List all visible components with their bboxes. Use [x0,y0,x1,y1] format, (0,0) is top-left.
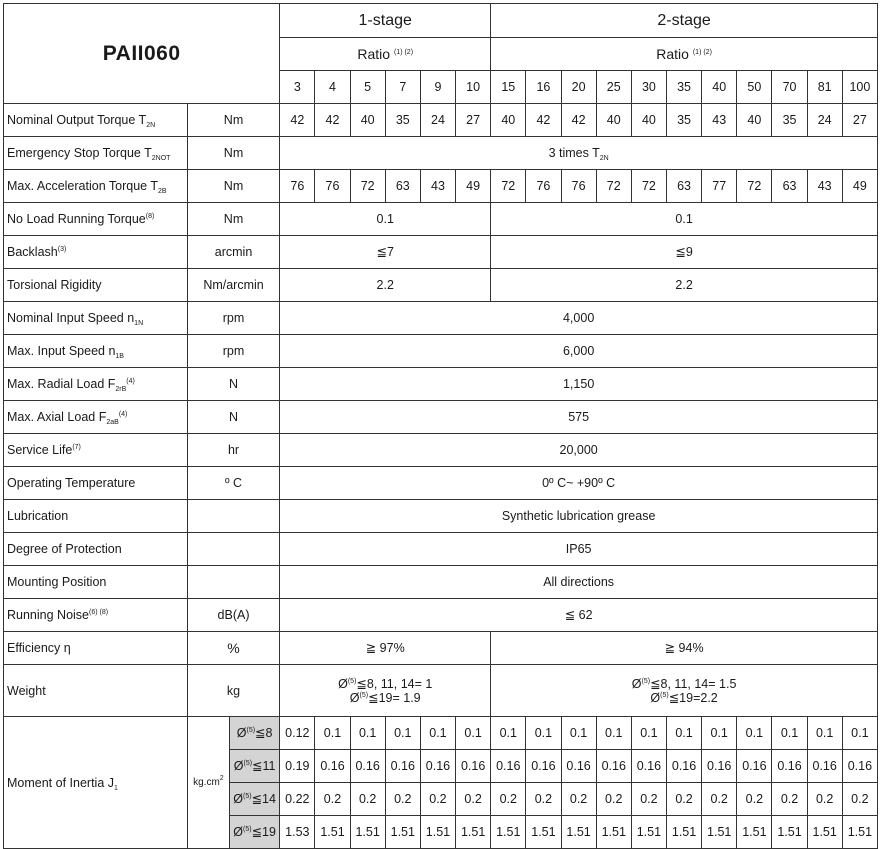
value-cell: All directions [280,566,878,599]
value-cell: 6,000 [280,335,878,368]
value-cell: 27 [842,104,877,137]
value-cell: 0.2 [666,783,701,816]
row-unit: kg [187,665,279,717]
row-max-radial-load [4,368,878,401]
ratio-value: 15 [491,71,526,104]
label-text: Max. Radial Load F [7,377,116,391]
value-cell: 0.16 [807,750,842,783]
row-unit: $kg.cm^2$ [187,717,229,849]
label-text: Running Noise [7,608,89,622]
value-cell: 0.2 [491,783,526,816]
value-cell: 0.16 [666,750,701,783]
value-cell: 0.2 [596,783,631,816]
value-cell: 1,150 [280,368,878,401]
row-service-life [4,434,878,467]
row-running-noise [4,599,878,632]
stage-2-value: 2.2 [491,269,878,302]
value-cell: 0.1 [596,717,631,750]
value-cell: 0.2 [385,783,420,816]
row-max-acceleration-torque [4,170,878,203]
value-cell: 575 [280,401,878,434]
label-footnote: (4) [126,378,135,385]
ratio-value: 50 [737,71,772,104]
row-unit [187,566,279,599]
value-cell: 0.16 [842,750,877,783]
row-weight [4,665,878,717]
ratio-value: 9 [420,71,455,104]
label-footnote: (7) [72,444,81,451]
ratio-value: 20 [561,71,596,104]
value-cell: 63 [385,170,420,203]
value-cell: 1.51 [456,816,491,849]
value-cell: 40 [350,104,385,137]
label-footnote: (6) (8) [89,609,109,616]
value-cell: 0.1 [842,717,877,750]
label-text: Nominal Output Torque T [7,113,147,127]
value-cell: 0.2 [350,783,385,816]
label-subscript: 1N [134,320,144,327]
value-cell: 43 [807,170,842,203]
label-subscript: 2B [158,188,167,195]
row-label [4,335,188,368]
row-label [4,137,188,170]
row-unit: rpm [187,335,279,368]
value-cell: 0.2 [807,783,842,816]
value-text: 3 times T [548,146,600,160]
value-cell: 40 [491,104,526,137]
value-cell: 0.2 [315,783,350,816]
value-cell: 40 [631,104,666,137]
value-cell: 0.2 [702,783,737,816]
row-unit: Nm [187,170,279,203]
value-cell: 76 [526,170,561,203]
row-unit: dB(A) [187,599,279,632]
value-cell: 20,000 [280,434,878,467]
value-cell: 0.2 [526,783,561,816]
value-cell: 0.16 [596,750,631,783]
shaft-condition: $Ø^{(5)}≦8$ [230,717,280,750]
value-cell: 0.2 [842,783,877,816]
row-unit [187,533,279,566]
value-cell: 27 [456,104,491,137]
value-cell: 1.51 [561,816,596,849]
label-subscript: 2NOT [151,155,171,162]
value-cell: 0.1 [385,717,420,750]
ratio-header-1 [280,38,491,71]
row-lubrication [4,500,878,533]
value-cell: 0.1 [315,717,350,750]
value-cell: 0.1 [807,717,842,750]
value-cell: 49 [456,170,491,203]
label-footnote: (4) [118,411,128,418]
stage-2-header: 2-stage [491,4,878,38]
value-cell: 35 [772,104,807,137]
row-operating-temperature [4,467,878,500]
stage-1-value [280,665,491,717]
ratio-value: 30 [631,71,666,104]
value-subscript: 2N [599,155,609,162]
value-cell: 35 [385,104,420,137]
value-cell: 1.51 [596,816,631,849]
ratio-label: Ratio [656,46,689,62]
row-label: Mounting Position [4,566,188,599]
row-unit: Nm [187,137,279,170]
row-label [4,170,188,203]
value-cell: 1.51 [385,816,420,849]
label-subscript: 2N [146,122,156,129]
value-cell: 0.1 [456,717,491,750]
row-unit: Nm [187,203,279,236]
value-cell: 24 [420,104,455,137]
label-text: Nominal Input Speed n [7,311,135,325]
shaft-condition: $Ø^{(5)}≦19$ [230,816,280,849]
stage-1-value: 2.2 [280,269,491,302]
value-cell: 1.51 [842,816,877,849]
label-text: Moment of Inertia J [7,775,114,790]
value-cell: 0.1 [666,717,701,750]
value-cell: 0.2 [737,783,772,816]
value-cell: 35 [666,104,701,137]
ratio-value: 35 [666,71,701,104]
value-cell: 0.1 [561,717,596,750]
weight-line: $Ø^{(5)}≦19= 1.9$ [349,690,421,705]
row-unit: Nm/arcmin [187,269,279,302]
row-label: Weight [4,665,188,717]
value-cell: 72 [596,170,631,203]
row-nominal-output-torque [4,104,878,137]
value-cell: 63 [666,170,701,203]
stage-2-value: 0.1 [491,203,878,236]
value-cell: 1.51 [420,816,455,849]
row-max-input-speed [4,335,878,368]
ratio-value: 25 [596,71,631,104]
row-label [4,599,188,632]
value-cell: 42 [280,104,315,137]
ratio-value: 7 [385,71,420,104]
value-cell: 0.1 [420,717,455,750]
ratio-value: 16 [526,71,561,104]
value-cell: 0.16 [491,750,526,783]
value-cell: 1.51 [315,816,350,849]
label-text: Service Life [7,443,73,457]
ratio-header-2 [491,38,878,71]
label-footnote: (8) [145,213,155,220]
ratio-value: 5 [350,71,385,104]
ratio-value: 100 [842,71,877,104]
label-subscript: 1 [114,784,118,792]
row-inertia [4,717,878,750]
row-label [4,104,188,137]
ratio-value: 3 [280,71,315,104]
row-unit: arcmin [187,236,279,269]
row-degree-of-protection [4,533,878,566]
row-unit: % [187,632,279,665]
row-label [4,717,188,849]
row-label [4,368,188,401]
row-efficiency [4,632,878,665]
row-label: Operating Temperature [4,467,188,500]
value-cell: 0.16 [631,750,666,783]
value-cell: 1.51 [807,816,842,849]
value-cell: 0.16 [702,750,737,783]
stage-1-value: 0.1 [280,203,491,236]
weight-line: $Ø^{(5)}≦19=2.2$ [650,690,718,705]
row-unit: Nm [187,104,279,137]
row-label: Degree of Protection [4,533,188,566]
ratio-footnote: (1) (2) [692,49,712,56]
ratio-value: 40 [702,71,737,104]
value-cell: 43 [420,170,455,203]
value-cell: 1.51 [737,816,772,849]
value-cell: 40 [737,104,772,137]
stage-1-value: ≧ 97% [280,632,491,665]
ratio-value: 81 [807,71,842,104]
value-cell: 0º C~ +90º C [280,467,878,500]
value-cell: 4,000 [280,302,878,335]
row-label: Lubrication [4,500,188,533]
value-cell: 72 [737,170,772,203]
value-cell: 0.2 [561,783,596,816]
row-label [4,401,188,434]
value-cell: 0.16 [456,750,491,783]
weight-line: $Ø^{(5)}≦8$, 11, 14= 1.5 [631,676,737,691]
row-torsional-rigidity [4,269,878,302]
ratio-value: 4 [315,71,350,104]
row-emergency-stop-torque [4,137,878,170]
row-nominal-input-speed [4,302,878,335]
row-unit: N [187,401,279,434]
value-cell: 63 [772,170,807,203]
label-subscript: 2aB [106,419,119,426]
value-cell: 0.2 [772,783,807,816]
value-cell: IP65 [280,533,878,566]
value-cell: 0.1 [631,717,666,750]
value-cell: 1.51 [491,816,526,849]
row-label: Efficiency η [4,632,188,665]
value-cell: 1.51 [526,816,561,849]
label-text: Emergency Stop Torque T [7,146,152,160]
row-no-load-running-torque [4,203,878,236]
value-cell: 1.51 [772,816,807,849]
value-cell: 72 [631,170,666,203]
value-cell: 0.1 [526,717,561,750]
value-cell: Synthetic lubrication grease [280,500,878,533]
value-cell: 0.1 [491,717,526,750]
value-cell: 72 [350,170,385,203]
row-unit: º C [187,467,279,500]
shaft-condition: $Ø^{(5)}≦14$ [230,783,280,816]
value-cell: ≦ 62 [280,599,878,632]
row-label [4,434,188,467]
value-cell: 42 [526,104,561,137]
value-cell: 0.12 [280,717,315,750]
row-max-axial-load [4,401,878,434]
product-title: PAII060 [4,4,280,104]
value-cell: 0.2 [456,783,491,816]
row-label: Torsional Rigidity [4,269,188,302]
value-cell [280,137,878,170]
value-cell: 40 [596,104,631,137]
stage-1-header: 1-stage [280,4,491,38]
value-cell: 0.1 [350,717,385,750]
value-cell: 0.2 [631,783,666,816]
value-cell: 0.1 [702,717,737,750]
value-cell: 43 [702,104,737,137]
value-cell: 24 [807,104,842,137]
row-label [4,236,188,269]
label-text: No Load Running Torque [7,212,146,226]
label-text: Max. Acceleration Torque T [7,179,159,193]
label-subscript: 2rB [115,386,127,393]
label-footnote: (3) [57,246,67,253]
value-cell: 0.1 [737,717,772,750]
value-cell: 1.51 [666,816,701,849]
ratio-value: 10 [456,71,491,104]
value-cell: 0.22 [280,783,315,816]
weight-line: $Ø^{(5)}≦8$, 11, 14= 1 [338,676,433,691]
row-unit: hr [187,434,279,467]
value-cell: 76 [280,170,315,203]
stage-2-value: ≦9 [491,236,878,269]
row-mounting-position [4,566,878,599]
label-text: Backlash [7,245,58,259]
value-cell: 77 [702,170,737,203]
row-unit: N [187,368,279,401]
stage-1-value: ≦7 [280,236,491,269]
value-cell: 49 [842,170,877,203]
spec-table [3,3,878,849]
value-cell: 1.51 [350,816,385,849]
ratio-footnote: (1) (2) [393,49,414,56]
row-label [4,302,188,335]
label-text: Max. Axial Load F [7,410,107,424]
label-text: Max. Input Speed n [7,344,116,358]
value-cell: 76 [315,170,350,203]
row-label [4,203,188,236]
label-subscript: 1B [115,353,124,360]
row-unit: rpm [187,302,279,335]
stage-2-value: ≧ 94% [491,632,878,665]
value-cell: 0.16 [561,750,596,783]
stage-2-value [491,665,878,717]
value-cell: 0.16 [526,750,561,783]
value-cell: 1.51 [631,816,666,849]
ratio-label: Ratio [357,46,391,62]
value-cell: 76 [561,170,596,203]
value-cell: 0.16 [315,750,350,783]
value-cell: 0.16 [350,750,385,783]
value-cell: 1.53 [280,816,315,849]
value-cell: 0.19 [280,750,315,783]
value-cell: 42 [315,104,350,137]
value-cell: 0.2 [420,783,455,816]
value-cell: 0.16 [772,750,807,783]
row-unit [187,500,279,533]
value-cell: 42 [561,104,596,137]
value-cell: 0.16 [420,750,455,783]
value-cell: 0.16 [385,750,420,783]
shaft-condition: $Ø^{(5)}≦11$ [230,750,280,783]
value-cell: 0.1 [772,717,807,750]
row-backlash [4,236,878,269]
value-cell: 1.51 [702,816,737,849]
ratio-value: 70 [772,71,807,104]
value-cell: 72 [491,170,526,203]
value-cell: 0.16 [737,750,772,783]
